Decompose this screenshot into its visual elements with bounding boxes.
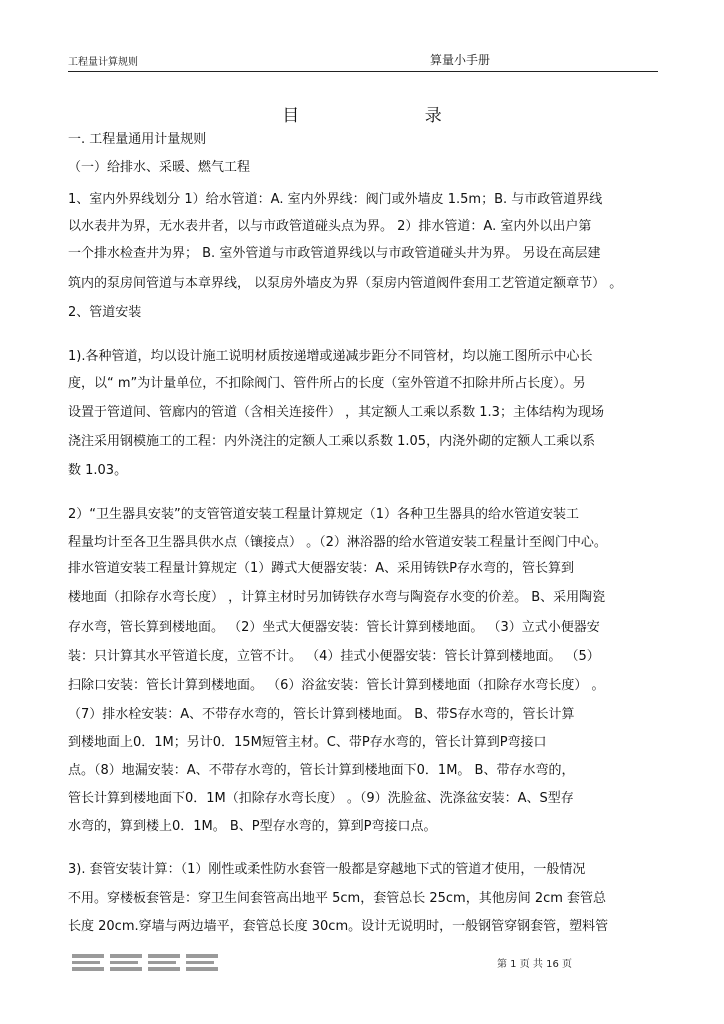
text-line: 浇注采用钢模施工的工程：内外浇注的定额人工乘以系数 1.05，内浇外砌的定额人工乘以系 [68,434,596,449]
text-line: 2）“卫生器具安装”的支管管道安装工程量计算规定（1）各种卫生器具的给水管道安装工 [68,507,580,522]
text-line: 1、室内外界线划分 1）给水管道：A. 室内外界线：阀门或外墙皮 1.5m；B. 与市政管道界线 [68,192,603,207]
page-title: 目 录 [282,106,502,126]
footer-logo-graphic [72,952,232,974]
header-left-title: 工程量计算规则 [68,57,138,68]
text-line: 长度 20cm.穿墙与两边墙平，套管总长度 30cm。设计无说明时，一般钢管穿钢套管，塑料管 [68,919,609,934]
page-header [68,51,658,72]
text-line: 一个排水检查井为界； B. 室外管道与市政管道界线以与市政管道碰头井为界。 另设在高层建 [68,246,601,261]
text-line: 设置于管道间、管廊内的管道（含相关连接件） ，其定额人工乘以系数 1.3；主体结构为现场 [68,405,604,420]
text-line: 存水弯，管长算到楼地面。 （2）坐式大便器安装：管长计算到楼地面。 （3）立式小便器安 [68,620,600,635]
text-line: 到楼地面上0．1M；另计0．15M短管主材。C、带P存水弯的，管长计算到P弯接口 [68,735,547,750]
text-line: 度，以“ m”为计量单位，不扣除阀门、管件所占的长度（室外管道不扣除井所占长度）。另 [68,376,586,391]
text-line: 一. 工程量通用计量规则 [68,132,207,147]
text-line: 2、管道安装 [68,305,142,320]
text-line: （一）给排水、采暖、燃气工程 [68,160,251,175]
text-line: 不用。穿楼板套管是：穿卫生间套管高出地平 5cm，套管总长 25cm，其他房间 2cm 套管总 [68,891,607,906]
text-line: 装：只计算其水平管道长度，立管不计。 （4）挂式小便器安装：管长计算到楼地面。 （5） [68,649,600,664]
text-line: 筑内的泵房间管道与本章界线， 以泵房外墙皮为界（泵房内管道阀件套用工艺管道定额章节） 。 [68,276,623,291]
text-line: 楼地面（扣除存水弯长度） ，计算主材时另加铸铁存水弯与陶瓷存水变的价差。 B、采用陶瓷 [68,590,606,605]
text-line: 数 1.03。 [68,463,128,478]
text-line: 管长计算到楼地面下0．1M（扣除存水弯长度） 。（9）洗脸盆、洗涤盆安装：A、S型存 [68,791,574,806]
text-line: 3). 套管安装计算：（1）刚性或柔性防水套管一般都是穿越地下式的管道才使用，一般情况 [68,862,586,877]
text-line: （7）排水栓安装：A、不带存水弯的，管长计算到楼地面。 B、带S存水弯的，管长计算 [68,707,575,722]
text-line: 水弯的，算到楼上0．1M。 B、P型存水弯的，算到P弯接口点。 [68,819,437,834]
text-line: 点。（8）地漏安装：A、不带存水弯的，管长计算到楼地面下0．1M。 B、带存水弯的， [68,763,575,778]
text-line: 以水表井为界，无水表井者，以与市政管道碰头点为界。 2）排水管道：A. 室内外以出户第 [68,219,592,234]
header-right-title: 算量小手册 [430,53,491,67]
text-line: 排水管道安装工程量计算规定（1）蹲式大便器安装：A、采用铸铁P存水弯的，管长算到 [68,561,575,576]
text-line: 扫除口安装：管长计算到楼地面。 （6）浴盆安装：管长计算到楼地面（扣除存水弯长度） 。 [68,678,605,693]
text-line: 1).各种管道，均以设计施工说明材质按递增或递减步距分不同管材，均以施工图所示中心长 [68,349,593,364]
page-number: 第 1 页 共 16 页 [497,959,572,970]
text-line: 程量均计至各卫生器具供水点（镶接点） 。（2）淋浴器的给水管道安装工程量计至阀门中心。 [68,535,607,550]
